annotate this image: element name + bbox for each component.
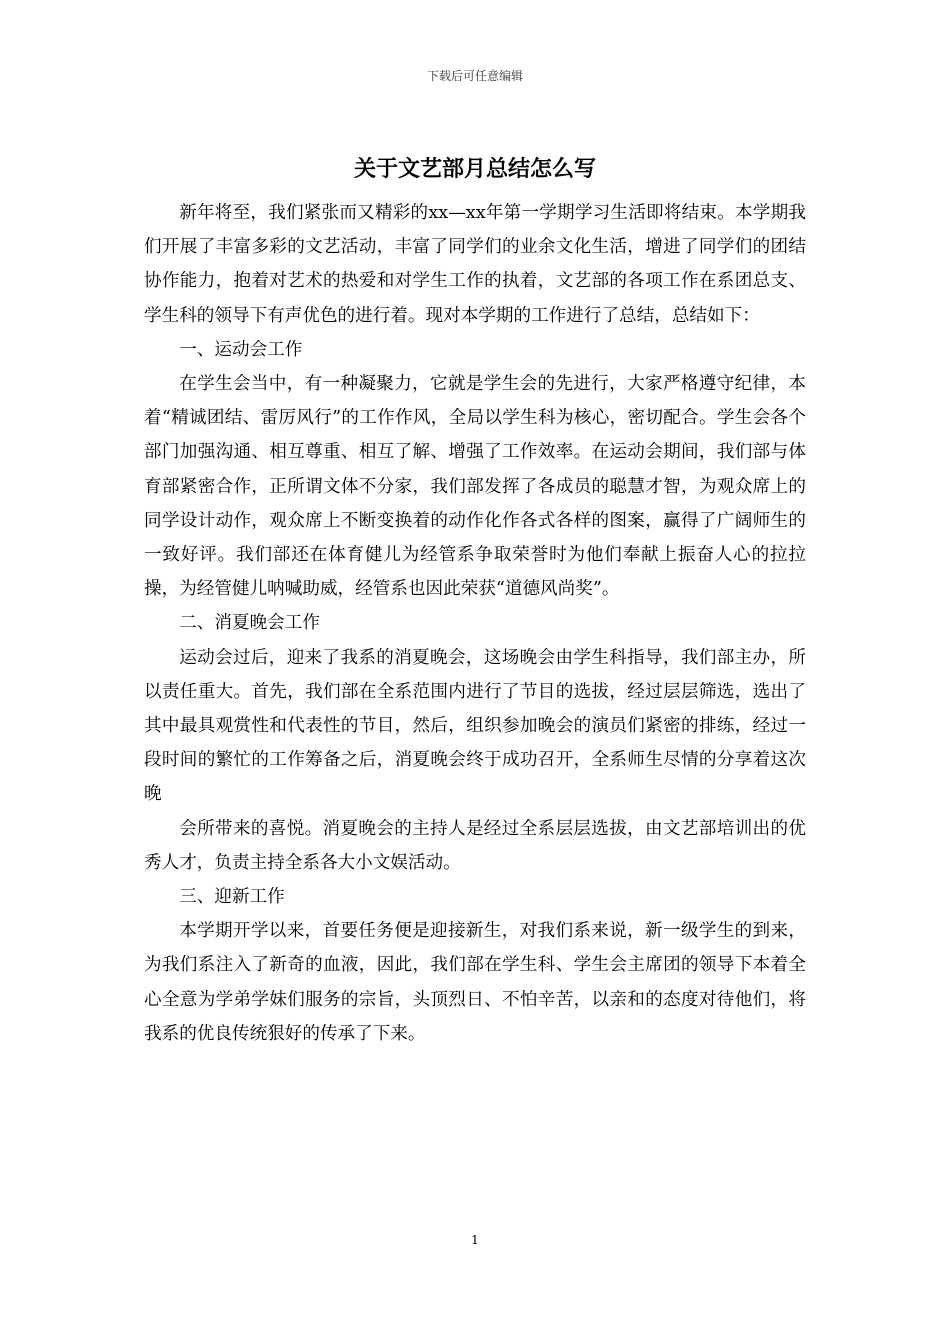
summer-gala-paragraph: 运动会过后，迎来了我系的消夏晚会，这场晚会由学生科指导，我们部主办，所以责任重大。首先，我们部在全系范围内进行了节目的选拔，经过层层筛选，选出了其中最具观赏性和代表性的节目，然后，组织参加晚会的演员们紧密的排练，经过一段时间的繁忙的工作筹备之后，消夏晚会终于成功召开，全系师生尽情的分享着这次晚 (144, 647, 806, 805)
section-heading-welcome-freshmen: 三、迎新工作 (179, 887, 285, 908)
intro-paragraph: 新年将至，我们紧张而又精彩的xx—xx年第一学期学习生活即将结束。本学期我们开展了丰富多彩的文艺活动，丰富了同学们的业余文化生活，增进了同学们的团结协作能力，抱着对艺术的热爱和对学生工作的执着，文艺部的各项工作在系团总支、学生科的领导下有声优色的进行着。现对本学期的工作进行了总结，总结如下： (144, 203, 806, 326)
welcome-freshmen-paragraph: 本学期开学以来，首要任务便是迎接新生，对我们系来说，新一级学生的到来，为我们系注入了新奇的血液，因此，我们部在学生科、学生会主席团的领导下本着全心全意为学弟学妹们服务的宗旨，头顶烈日、不怕辛苦，以亲和的态度对待他们，将我系的优良传统狠好的传承了下来。 (144, 921, 806, 1044)
page-header-note: 下载后可任意编辑 (426, 69, 523, 83)
document-title: 关于文艺部月总结怎么写 (353, 156, 596, 182)
sports-meet-paragraph: 在学生会当中，有一种凝聚力，它就是学生会的先进行，大家严格遵守纪律，本着“精诚团结、雷厉风行”的工作作风，全局以学生科为核心，密切配合。学生会各个部门加强沟通、相互尊重、相互了解、增强了工作效率。在运动会期间，我们部与体育部紧密合作，正所谓文体不分家，我们部发挥了各成员的聪慧才智，为观众席上的同学设计动作，观众席上不断变换着的动作化作各式各样的图案，赢得了广阔师生的一致好评。我们部还在体育健儿为经管系争取荣誉时为他们奉献上振奋人心的拉拉操，为经管健儿呐喊助威，经管系也因此荣获“道德风尚奖”。 (144, 374, 806, 600)
section-heading-sports-meet: 一、运动会工作 (179, 339, 303, 360)
summer-gala-paragraph-continued: 会所带来的喜悦。消夏晚会的主持人是经过全系层层选拔，由文艺部培训出的优秀人才，负责主持全系各大小文娱活动。 (144, 818, 806, 873)
section-heading-summer-gala: 二、消夏晚会工作 (179, 613, 320, 634)
page-number: 1 (471, 1233, 479, 1247)
document-body (144, 196, 806, 1051)
